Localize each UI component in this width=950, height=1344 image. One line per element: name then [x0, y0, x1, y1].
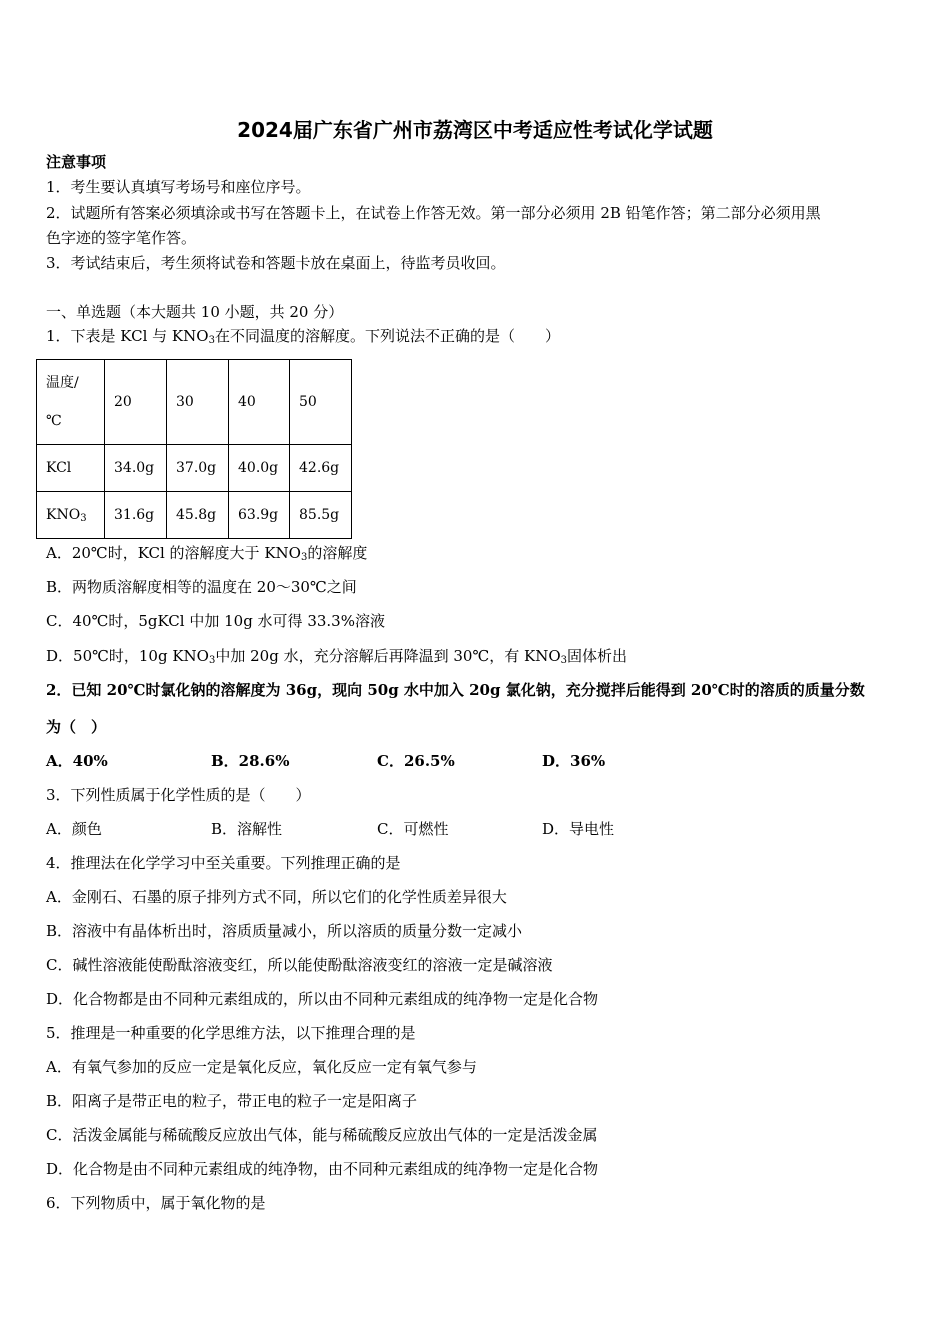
table-cell: 42.6g — [290, 445, 352, 492]
kno3-subscript: 3 — [80, 512, 87, 524]
table-cell: 37.0g — [167, 445, 229, 492]
table-row — [37, 360, 352, 445]
question-1-stem — [46, 326, 560, 351]
table-row-label — [37, 492, 105, 539]
table-cell: 30 — [167, 360, 229, 445]
q2-option-a: A．40% — [46, 752, 108, 770]
section-heading: 一、单选题（本大题共 10 小题，共 20 分） — [46, 303, 344, 321]
q1-stem-part: 1．下表是 KCl 与 KNO — [46, 327, 209, 345]
table-cell: 20 — [105, 360, 167, 445]
option-subscript: 3 — [560, 655, 567, 666]
q4-option-c: C．碱性溶液能使酚酞溶液变红，所以能使酚酞溶液变红的溶液一定是碱溶液 — [46, 956, 553, 974]
table-cell: 34.0g — [105, 445, 167, 492]
option-subscript: 3 — [300, 552, 308, 563]
question-4-stem: 4．推理法在化学学习中至关重要。下列推理正确的是 — [46, 854, 401, 872]
solubility-table — [36, 359, 352, 539]
table-header-cell — [37, 360, 105, 445]
q1-stem-part: 在不同温度的溶解度。下列说法不正确的是（ ） — [214, 327, 560, 345]
notice-heading: 注意事项 — [46, 153, 107, 171]
notice-item: 2．试题所有答案必须填涂或书写在答题卡上，在试卷上作答无效。第一部分必须用 2B 铅笔作答；第二部分必须用黑 — [46, 204, 821, 222]
q5-option-d: D．化合物是由不同种元素组成的纯净物，由不同种元素组成的纯净物一定是化合物 — [46, 1160, 599, 1178]
table-row — [37, 445, 352, 492]
table-cell: 40 — [229, 360, 290, 445]
question-5-stem: 5．推理是一种重要的化学思维方法，以下推理合理的是 — [46, 1024, 416, 1042]
q5-option-c: C．活泼金属能与稀硫酸反应放出气体，能与稀硫酸反应放出气体的一定是活泼金属 — [46, 1126, 598, 1144]
kno3-label: KNO — [46, 506, 81, 523]
option-text: 固体析出 — [567, 647, 628, 665]
table-cell: 45.8g — [167, 492, 229, 539]
question-2-stem-cont: 为（ ） — [46, 718, 107, 736]
q1-option-c: C．40℃时，5gKCl 中加 10g 水可得 33.3%溶液 — [46, 612, 385, 630]
q2-option-b: B．28.6% — [211, 752, 290, 770]
question-6-stem: 6．下列物质中，属于氧化物的是 — [46, 1194, 266, 1212]
q2-option-c: C．26.5% — [377, 752, 455, 770]
q4-option-a: A．金刚石、石墨的原子排列方式不同，所以它们的化学性质差异很大 — [46, 888, 507, 906]
q1-stem-subscript: 3 — [208, 335, 215, 346]
table-cell: 85.5g — [290, 492, 352, 539]
q5-option-a: A．有氧气参加的反应一定是氧化反应，氧化反应一定有氧气参与 — [46, 1058, 477, 1076]
q1-option-d — [46, 646, 627, 671]
q2-option-d: D．36% — [542, 752, 606, 770]
q3-option-a: A．颜色 — [46, 820, 102, 838]
q1-option-a — [46, 543, 367, 568]
question-3-stem: 3．下列性质属于化学性质的是（ ） — [46, 786, 311, 804]
option-subscript: 3 — [208, 655, 216, 666]
option-text: 中加 20g 水，充分溶解后再降温到 30℃，有 KNO — [215, 647, 561, 665]
notice-item: 色字迹的签字笔作答。 — [46, 229, 197, 247]
table-cell: 50 — [290, 360, 352, 445]
option-text: D．50℃时，10g KNO — [46, 647, 209, 665]
page-title: 2024届广东省广州市荔湾区中考适应性考试化学试题 — [237, 118, 713, 142]
option-text: A．20℃时，KCl 的溶解度大于 KNO — [46, 544, 301, 562]
table-cell: 31.6g — [105, 492, 167, 539]
q1-option-b: B．两物质溶解度相等的温度在 20～30℃之间 — [46, 578, 357, 596]
table-cell: 40.0g — [229, 445, 290, 492]
table-cell: 63.9g — [229, 492, 290, 539]
notice-item: 3．考试结束后，考生须将试卷和答题卡放在桌面上，待监考员收回。 — [46, 254, 506, 272]
notice-item: 1．考生要认真填写考场号和座位序号。 — [46, 178, 311, 196]
q3-option-b: B．溶解性 — [211, 820, 283, 838]
question-2-stem: 2．已知 20℃时氯化钠的溶解度为 36g，现向 50g 水中加入 20g 氯化钠，充分搅拌后能得到 20℃时的溶质的质量分数 — [46, 681, 865, 699]
header-temp-label: 温度/ — [46, 375, 79, 391]
table-row-label: KCl — [37, 445, 105, 492]
q3-option-c: C．可燃性 — [377, 820, 449, 838]
q5-option-b: B．阳离子是带正电的粒子，带正电的粒子一定是阳离子 — [46, 1092, 418, 1110]
option-text: 的溶解度 — [307, 544, 368, 562]
q3-option-d: D．导电性 — [542, 820, 615, 838]
q4-option-d: D．化合物都是由不同种元素组成的，所以由不同种元素组成的纯净物一定是化合物 — [46, 990, 599, 1008]
q4-option-b: B．溶液中有晶体析出时，溶质质量减小，所以溶质的质量分数一定减小 — [46, 922, 523, 940]
header-temp-unit: ℃ — [46, 413, 62, 429]
table-row — [37, 492, 352, 539]
